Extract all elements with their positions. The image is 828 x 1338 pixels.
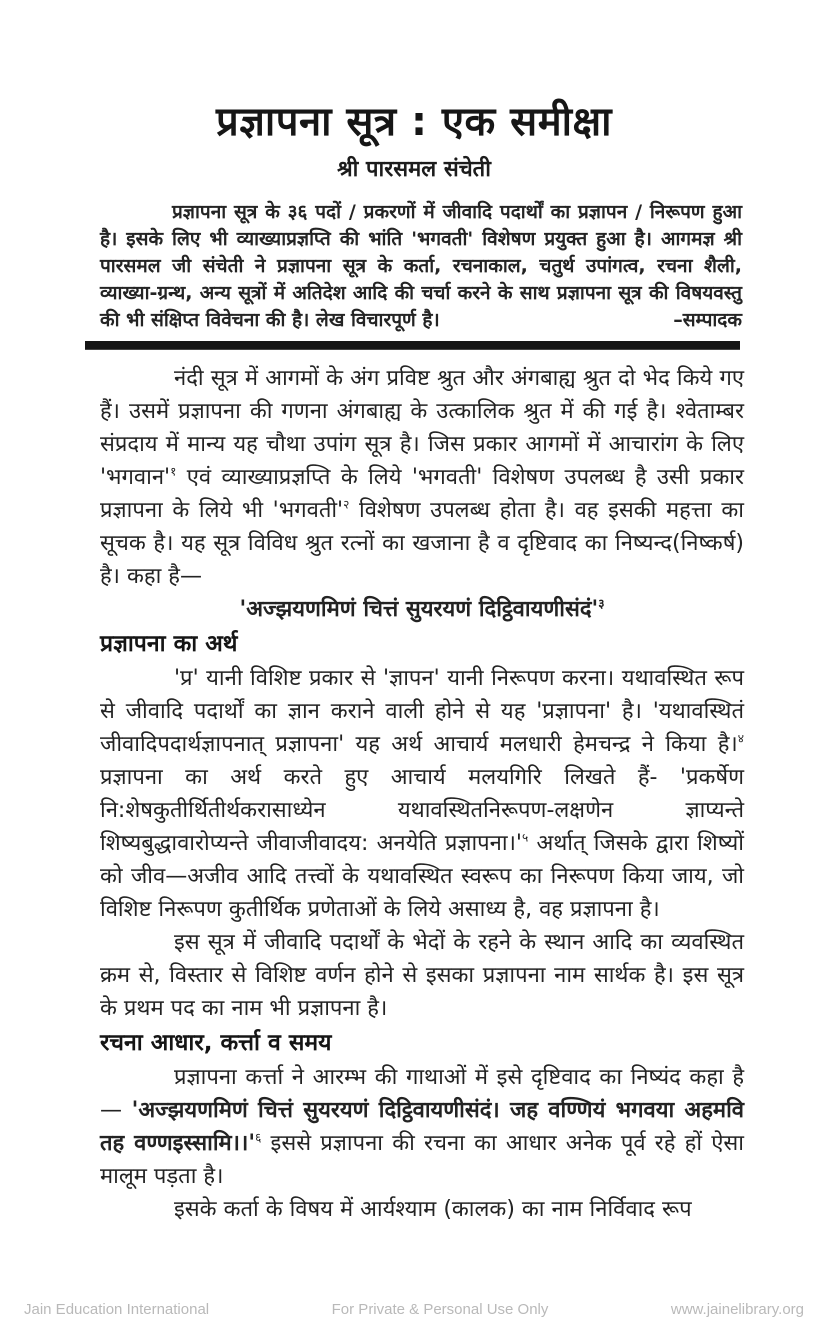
prakrit-quote bbox=[100, 593, 744, 626]
paragraph-text: अर्थात् जिसके द्वारा शिष्यों को जीव—अजीव आदि तत्त्वों के यथावस्थित स्वरूप का निरूपण किया जाय, जो विशिष्ट निरूपण कुतीर्थिक प्रणेताओं के लिये असाध्य है, वह प्रज्ञापना है। bbox=[100, 831, 744, 922]
editor-signature: –सम्पादक bbox=[673, 309, 742, 331]
footer-center-text: For Private & Personal Use Only bbox=[331, 1301, 549, 1318]
divider-rule bbox=[85, 341, 740, 349]
footnote-ref-4: ४ bbox=[737, 731, 744, 746]
prakrit-quote-inline: 'अज्झयणमिणं चित्तं सुयरयणं दिट्ठिवायणीसंदं। जह वण्णियं भगवया अहमवि तह वण्णइस्सामि।।' bbox=[100, 1098, 744, 1156]
editor-note bbox=[100, 199, 742, 334]
paragraph-text: 'प्र' यानी विशिष्ट प्रकार से 'ज्ञापन' यानी निरूपण करना। यथावस्थित रूप से जीवादि पदार्थों का ज्ञान कराने वाली होने से यह 'प्रज्ञापना' है। 'यथावस्थितं जीवादिपदार्थज्ञापनात् प्रज्ञापना' यह अर्थ आचार्य मलधारी हेमचन्द्र ने किया है। bbox=[100, 666, 744, 757]
footer-right-text: www.jainelibrary.org bbox=[670, 1301, 804, 1318]
footnote-ref-1: १ bbox=[170, 464, 177, 479]
footer-left-text: Jain Education International bbox=[24, 1301, 210, 1318]
editor-note-text: प्रज्ञापना सूत्र के ३६ पदों / प्रकरणों में जीवादि पदार्थों का प्रज्ञापन / निरूपण हुआ है। इसके लिए भी व्याख्याप्रज्ञप्ति की भांति 'भगवती' विशेषण प्रयुक्त हुआ है। आगमज्ञ bbox=[100, 201, 742, 250]
section-heading-composition: रचना आधार, कर्त्ता व समय bbox=[100, 1030, 332, 1056]
paragraph-2 bbox=[100, 662, 744, 926]
footnote-ref-6: ६ bbox=[255, 1130, 262, 1145]
author-name: श्री पारसमल संचेती bbox=[337, 157, 491, 182]
article-body bbox=[100, 362, 744, 1226]
paragraph-text: प्रज्ञापना का अर्थ करते हुए आचार्य मलयगिरि लिखते हैं- 'प्रकर्षेण नि:शेषकुतीर्थितीर्थकरासाध्येन यथावस्थितनिरूपण-लक्षणेन ज्ञाप्यन्ते शिष्यबुद्धावारोप्यन्ते जीवाजीवादय: अनयेति प्रज्ञापना।' bbox=[100, 765, 744, 856]
paragraph-3: इस सूत्र में जीवादि पदार्थों के भेदों के रहने के स्थान आदि का व्यवस्थित क्रम से, विस्तार से विशिष्ट वर्णन होने से इसका प्रज्ञापना नाम सार्थक है। इस सूत्र के प्रथम पद का नाम भी प्रज्ञापना है। bbox=[100, 930, 744, 1021]
footnote-ref-3: ३ bbox=[598, 596, 605, 611]
editor-note-text: ने प्रज्ञापना सूत्र के कर्ता, रचनाकाल, चतुर्थ उपांगत्व, रचना शैली, व्याख्या-ग्रन्थ, अन्य सूत्रों में अतिदेश आदि की चर्चा करने के साथ bbox=[100, 255, 742, 304]
editor-note-text: की विषयवस्तु की भी संक्षिप्त विवेचना की है। लेख विचारपूर्ण है। bbox=[100, 282, 743, 331]
paragraph-1 bbox=[100, 362, 744, 593]
paragraph-text: प्रज्ञापना कर्त्ता ने आरम्भ की गाथाओं में इसे दृष्टिवाद का निष्यंद कहा है— bbox=[100, 1065, 744, 1123]
paragraph-4 bbox=[100, 1061, 744, 1193]
editor-note-sutra-bold: प्रज्ञापना सूत्र bbox=[556, 282, 642, 304]
paragraph-5: इसके कर्ता के विषय में आर्यश्याम (कालक) का नाम निर्विवाद रूप bbox=[174, 1197, 692, 1222]
footnote-ref-2: २ bbox=[343, 497, 350, 512]
section-heading-meaning: प्रज्ञापना का अर्थ bbox=[100, 631, 238, 657]
paragraph-text: विशेषण उपलब्ध होता है। वह इसकी महत्ता का सूचक है। यह सूत्र विविध श्रुत रत्नों का खजाना है व दृष्टिवाद का निष्यन्द(निष्कर्ष) है। कहा है— bbox=[100, 498, 744, 589]
footnote-ref-5: ५ bbox=[521, 830, 529, 845]
editor-note-author-bold: श्री पारसमल जी संचेती bbox=[100, 228, 742, 277]
quote-text: 'अज्झयणमिणं चित्तं सुयरयणं दिट्ठिवायणीसंदं' bbox=[239, 597, 599, 622]
paragraph-text: एवं व्याख्याप्रज्ञप्ति के लिये 'भगवती' विशेषण उपलब्ध है उसी प्रकार प्रज्ञापना के लिये भी 'भगवती' bbox=[100, 465, 744, 523]
scan-footer bbox=[0, 1301, 828, 1318]
page-title: प्रज्ञापना सूत्र : एक समीक्षा bbox=[215, 99, 613, 145]
paragraph-text: नंदी सूत्र में आगमों के अंग प्रविष्ट श्रुत और अंगबाह्य श्रुत दो भेद किये गए हैं। उसमें प्रज्ञापना की गणना अंगबाह्य के उत्कालिक श्रुत में की गई है। श्वेताम्बर संप्रदाय में मान्य यह चौथा उपांग सूत्र है। जिस प्रकार आगमों में आचारांग के लिए 'भगवान' bbox=[100, 366, 744, 490]
paragraph-text: इससे प्रज्ञापना की रचना का आधार अनेक पूर्व रहे हों ऐसा मालूम पड़ता है। bbox=[100, 1131, 744, 1189]
